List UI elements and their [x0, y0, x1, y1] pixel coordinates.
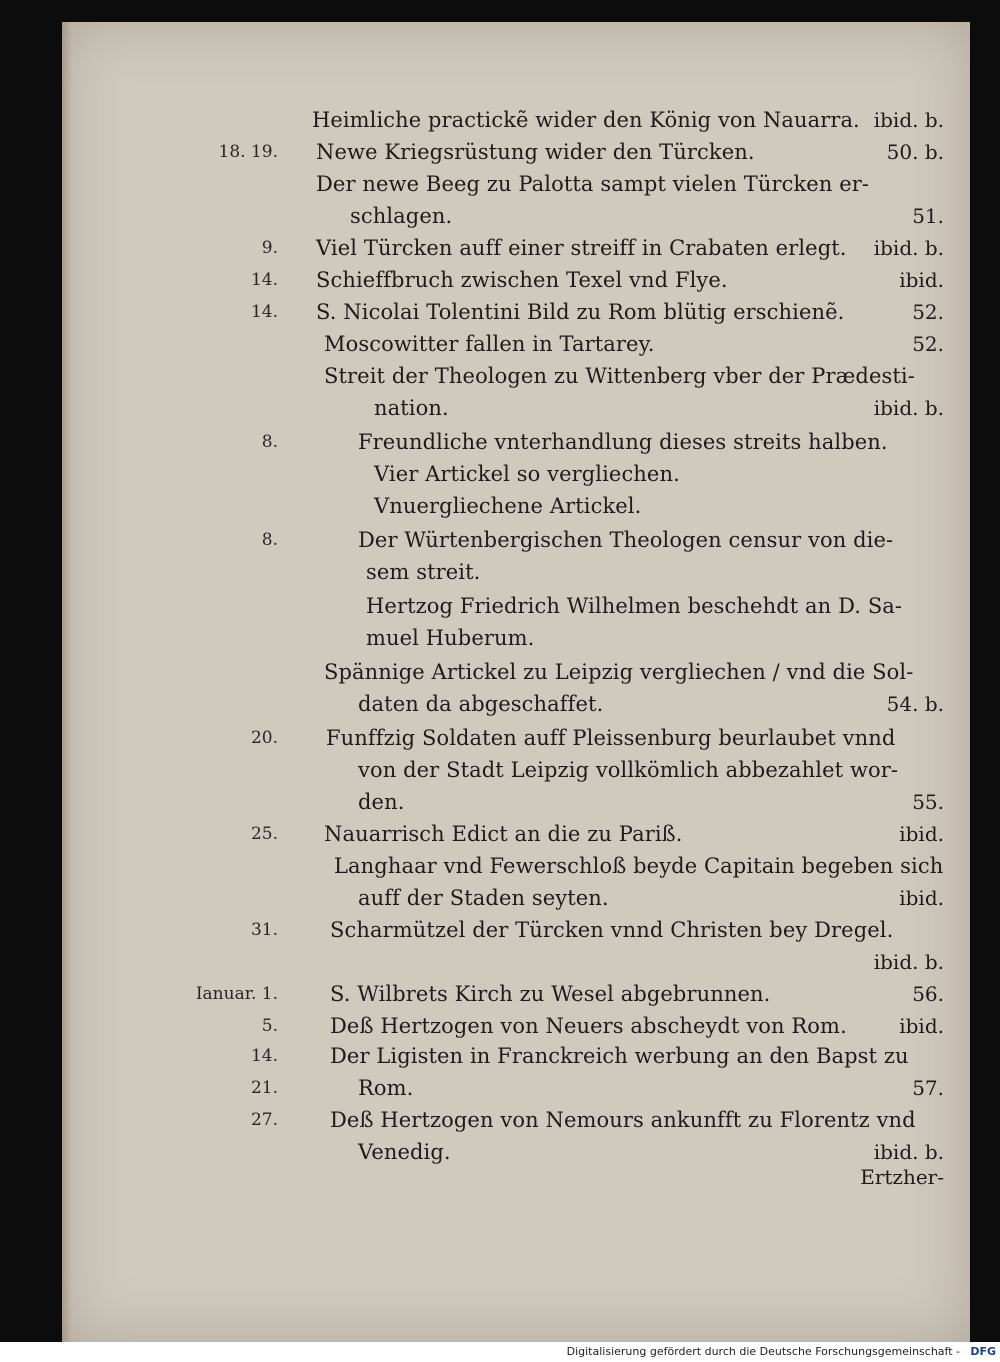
index-line	[62, 430, 970, 460]
index-line	[62, 594, 970, 624]
entry-date: 14.	[250, 1046, 278, 1066]
entry-text: Der Ligisten in Franckreich werbung an den Bapst zu	[330, 1044, 909, 1068]
entry-text: Heimliche practickẽ wider den König von Nauarra.	[312, 108, 860, 132]
entry-page-ref: 52.	[912, 300, 944, 324]
entry-text: Vnuergliechene Artickel.	[374, 494, 642, 518]
entry-text: Vier Artickel so vergliechen.	[374, 462, 680, 486]
entry-text: Der Würtenbergischen Theologen censur von die-	[358, 528, 894, 552]
entry-text: Deß Hertzogen von Neuers abscheydt von Rom.	[330, 1014, 847, 1038]
index-line	[62, 982, 970, 1012]
catchword: Ertzher-	[860, 1165, 944, 1189]
index-line	[62, 364, 970, 394]
index-line	[62, 726, 970, 756]
entry-page-ref: ibid. b.	[873, 236, 944, 260]
index-line	[62, 108, 970, 138]
entry-text: Viel Türcken auff einer streiff in Crabaten erlegt.	[316, 236, 847, 260]
entry-page-ref: ibid. b.	[873, 396, 944, 420]
entry-text: Scharmützel der Türcken vnnd Christen bey Dregel.	[330, 918, 894, 942]
entry-date: 25.	[250, 824, 278, 844]
document-page	[62, 22, 970, 1342]
index-line	[62, 854, 970, 884]
entry-text: Hertzog Friedrich Wilhelmen beschehdt an D. Sa-	[366, 594, 903, 618]
index-line	[62, 332, 970, 362]
entry-page-ref: 56.	[912, 982, 944, 1006]
index-line	[62, 626, 970, 656]
index-line	[62, 1044, 970, 1074]
index-line	[62, 1140, 970, 1170]
entry-text: Langhaar vnd Fewerschloß beyde Capitain begeben sich	[334, 854, 944, 878]
entry-page-ref: ibid. b.	[873, 108, 944, 132]
entry-page-ref: ibid.	[899, 886, 944, 910]
entry-page-ref: 57.	[912, 1076, 944, 1100]
entry-page-ref: ibid.	[899, 268, 944, 292]
entry-text: auff der Staden seyten.	[358, 886, 609, 910]
index-line	[62, 1014, 970, 1044]
index-line	[62, 140, 970, 170]
index-line	[62, 494, 970, 524]
index-line	[62, 950, 970, 980]
entry-text: Deß Hertzogen von Nemours ankunfft zu Florentz vnd	[330, 1108, 916, 1132]
entry-page-ref: 55.	[912, 790, 944, 814]
index-line	[62, 822, 970, 852]
index-line	[62, 268, 970, 298]
entry-text: von der Stadt Leipzig vollkömlich abbezahlet wor-	[358, 758, 899, 782]
entry-text: Spännige Artickel zu Leipzig vergliechen / vnd die Sol-	[324, 660, 914, 684]
index-line	[62, 300, 970, 330]
entry-text: den.	[358, 790, 405, 814]
entry-text: Streit der Theologen zu Wittenberg vber der Prædesti-	[324, 364, 915, 388]
index-line	[62, 462, 970, 492]
entry-date: 31.	[250, 920, 278, 940]
entry-date: 21.	[250, 1078, 278, 1098]
entry-text: S. Wilbrets Kirch zu Wesel abgebrunnen.	[330, 982, 771, 1006]
index-line	[62, 758, 970, 788]
entry-date: 8.	[261, 432, 278, 452]
index-line	[62, 236, 970, 266]
entry-text: muel Huberum.	[366, 626, 535, 650]
index-line	[62, 396, 970, 426]
footer-credit: Digitalisierung gefördert durch die Deutsche Forschungsgemeinschaft -	[566, 1345, 960, 1358]
entry-date: Ianuar. 1.	[195, 984, 278, 1004]
index-line	[62, 1108, 970, 1138]
entry-page-ref: ibid. b.	[873, 950, 944, 974]
entry-page-ref: ibid.	[899, 1014, 944, 1038]
entry-text: Der newe Beeg zu Palotta sampt vielen Türcken er-	[316, 172, 870, 196]
entry-page-ref: ibid.	[899, 822, 944, 846]
entry-text: Newe Kriegsrüstung wider den Türcken.	[316, 140, 755, 164]
entry-date: 18. 19.	[218, 142, 278, 162]
entry-text: Venedig.	[358, 1140, 451, 1164]
entry-text: nation.	[374, 396, 449, 420]
entry-page-ref: 54. b.	[886, 692, 944, 716]
entry-date: 20.	[250, 728, 278, 748]
entry-date: 27.	[250, 1110, 278, 1130]
entry-text: Funffzig Soldaten auff Pleissenburg beurlaubet vnnd	[326, 726, 896, 750]
index-line	[62, 1076, 970, 1106]
index-line	[62, 528, 970, 558]
entry-date: 9.	[261, 238, 278, 258]
index-line	[62, 660, 970, 690]
index-line	[62, 692, 970, 722]
entry-text: S. Nicolai Tolentini Bild zu Rom blütig erschienẽ.	[316, 300, 845, 324]
entry-page-ref: 51.	[912, 204, 944, 228]
dfg-logo: DFG	[970, 1345, 996, 1358]
entry-page-ref: 52.	[912, 332, 944, 356]
index-line	[62, 204, 970, 234]
entry-text: Moscowitter fallen in Tartarey.	[324, 332, 655, 356]
entry-text: Freundliche vnterhandlung dieses streits halben.	[358, 430, 888, 454]
entry-date: 5.	[261, 1016, 278, 1036]
entry-date: 14.	[250, 302, 278, 322]
entry-text: daten da abgeschaffet.	[358, 692, 604, 716]
entry-text: Nauarrisch Edict an die zu Pariß.	[324, 822, 683, 846]
index-line	[62, 886, 970, 916]
entry-date: 14.	[250, 270, 278, 290]
footer-bar	[0, 1342, 1000, 1362]
entry-text: Rom.	[358, 1076, 414, 1100]
entry-text: Schieffbruch zwischen Texel vnd Flye.	[316, 268, 728, 292]
index-line	[62, 790, 970, 820]
index-line	[62, 560, 970, 590]
entry-page-ref: ibid. b.	[873, 1140, 944, 1164]
entry-date: 8.	[261, 530, 278, 550]
entry-text: schlagen.	[350, 204, 453, 228]
index-line	[62, 172, 970, 202]
entry-page-ref: 50. b.	[886, 140, 944, 164]
entry-text: sem streit.	[366, 560, 481, 584]
index-line	[62, 918, 970, 948]
